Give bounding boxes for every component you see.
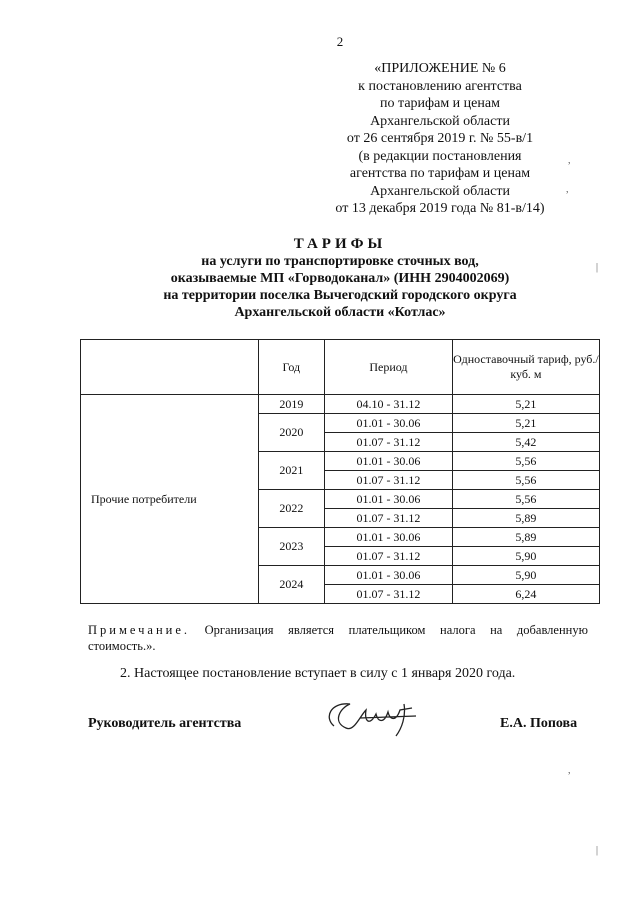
tariff-cell: 5,56 (452, 452, 599, 471)
year-cell: 2021 (258, 452, 324, 490)
header-consumer (81, 340, 259, 395)
header-period: Период (325, 340, 453, 395)
header-tariff: Одноставочный тариф, руб./куб. м (452, 340, 599, 395)
appendix-line: к постановлению агентства (358, 78, 522, 94)
margin-mark: | (596, 262, 599, 273)
tariff-cell: 5,56 (452, 471, 599, 490)
handwritten-signature (320, 696, 430, 745)
tariff-cell: 5,90 (452, 566, 599, 585)
signature-drawing (320, 696, 430, 740)
tariff-cell: 5,89 (452, 528, 599, 547)
title-line: на территории поселка Вычегодский городского округа (163, 288, 517, 303)
period-cell: 01.01 - 30.06 (325, 414, 453, 433)
appendix-line: Архангельской области (370, 183, 510, 199)
year-cell: 2020 (258, 414, 324, 452)
table-row (81, 395, 600, 414)
note-line2: стоимость.». (88, 639, 156, 653)
margin-mark: , (568, 765, 571, 776)
period-cell: 01.07 - 31.12 (325, 433, 453, 452)
document-title (0, 236, 640, 321)
period-cell: 01.01 - 30.06 (325, 452, 453, 471)
title-line: на услуги по транспортировке сточных вод, (201, 254, 479, 269)
period-cell: 04.10 - 31.12 (325, 395, 453, 414)
year-cell: 2019 (258, 395, 324, 414)
tariff-cell: 5,21 (452, 414, 599, 433)
tariff-cell: 5,89 (452, 509, 599, 528)
note-word: Организация (204, 623, 274, 637)
effective-date-paragraph: 2. Настоящее постановление вступает в силу с 1 января 2020 года. (120, 666, 516, 681)
margin-mark: , (566, 184, 569, 195)
tariff-table (80, 339, 600, 604)
note (88, 622, 588, 654)
margin-mark: | (596, 845, 599, 856)
tariff-cell: 5,90 (452, 547, 599, 566)
appendix-line: по тарифам и ценам (380, 96, 500, 111)
year-cell: 2022 (258, 490, 324, 528)
appendix-line: «ПРИЛОЖЕНИЕ № 6 (374, 61, 506, 76)
signer-name: Е.А. Попова (500, 716, 578, 731)
period-cell: 01.07 - 31.12 (325, 547, 453, 566)
signer-position: Руководитель агентства (88, 716, 242, 731)
consumer-cell: Прочие потребители (81, 395, 259, 604)
title-line: оказываемые МП «Горводоканал» (ИНН 2904002069) (170, 271, 510, 286)
period-cell: 01.01 - 30.06 (325, 528, 453, 547)
header-year: Год (258, 340, 324, 395)
period-cell: 01.07 - 31.12 (325, 509, 453, 528)
title-heading: ТАРИФЫ (293, 236, 387, 252)
note-word: налога (440, 623, 476, 637)
appendix-line: от 13 декабря 2019 года № 81-в/14) (335, 201, 545, 216)
appendix-line: агентства по тарифам и ценам (349, 166, 531, 181)
appendix-line: (в редакции постановления (358, 148, 522, 164)
note-word: добавленную (516, 623, 588, 637)
tariff-cell: 5,42 (452, 433, 599, 452)
note-word: на (490, 623, 503, 637)
tariff-cell: 5,56 (452, 490, 599, 509)
title-line: Архангельской области «Котлас» (234, 305, 446, 320)
tariff-cell: 6,24 (452, 585, 599, 604)
margin-mark: , (568, 155, 571, 166)
period-cell: 01.07 - 31.12 (325, 585, 453, 604)
period-cell: 01.01 - 30.06 (325, 490, 453, 509)
year-cell: 2024 (258, 566, 324, 604)
appendix-line: от 26 сентября 2019 г. № 55-в/1 (346, 131, 534, 146)
note-word: плательщиком (348, 623, 426, 637)
note-label: Примечание. (88, 623, 191, 637)
year-cell: 2023 (258, 528, 324, 566)
appendix-header (300, 60, 580, 218)
note-word: является (288, 623, 335, 637)
tariff-cell: 5,21 (452, 395, 599, 414)
period-cell: 01.01 - 30.06 (325, 566, 453, 585)
period-cell: 01.07 - 31.12 (325, 471, 453, 490)
table-header-row (81, 340, 600, 395)
page-number: 2 (336, 34, 344, 49)
appendix-line: Архангельской области (370, 113, 510, 129)
